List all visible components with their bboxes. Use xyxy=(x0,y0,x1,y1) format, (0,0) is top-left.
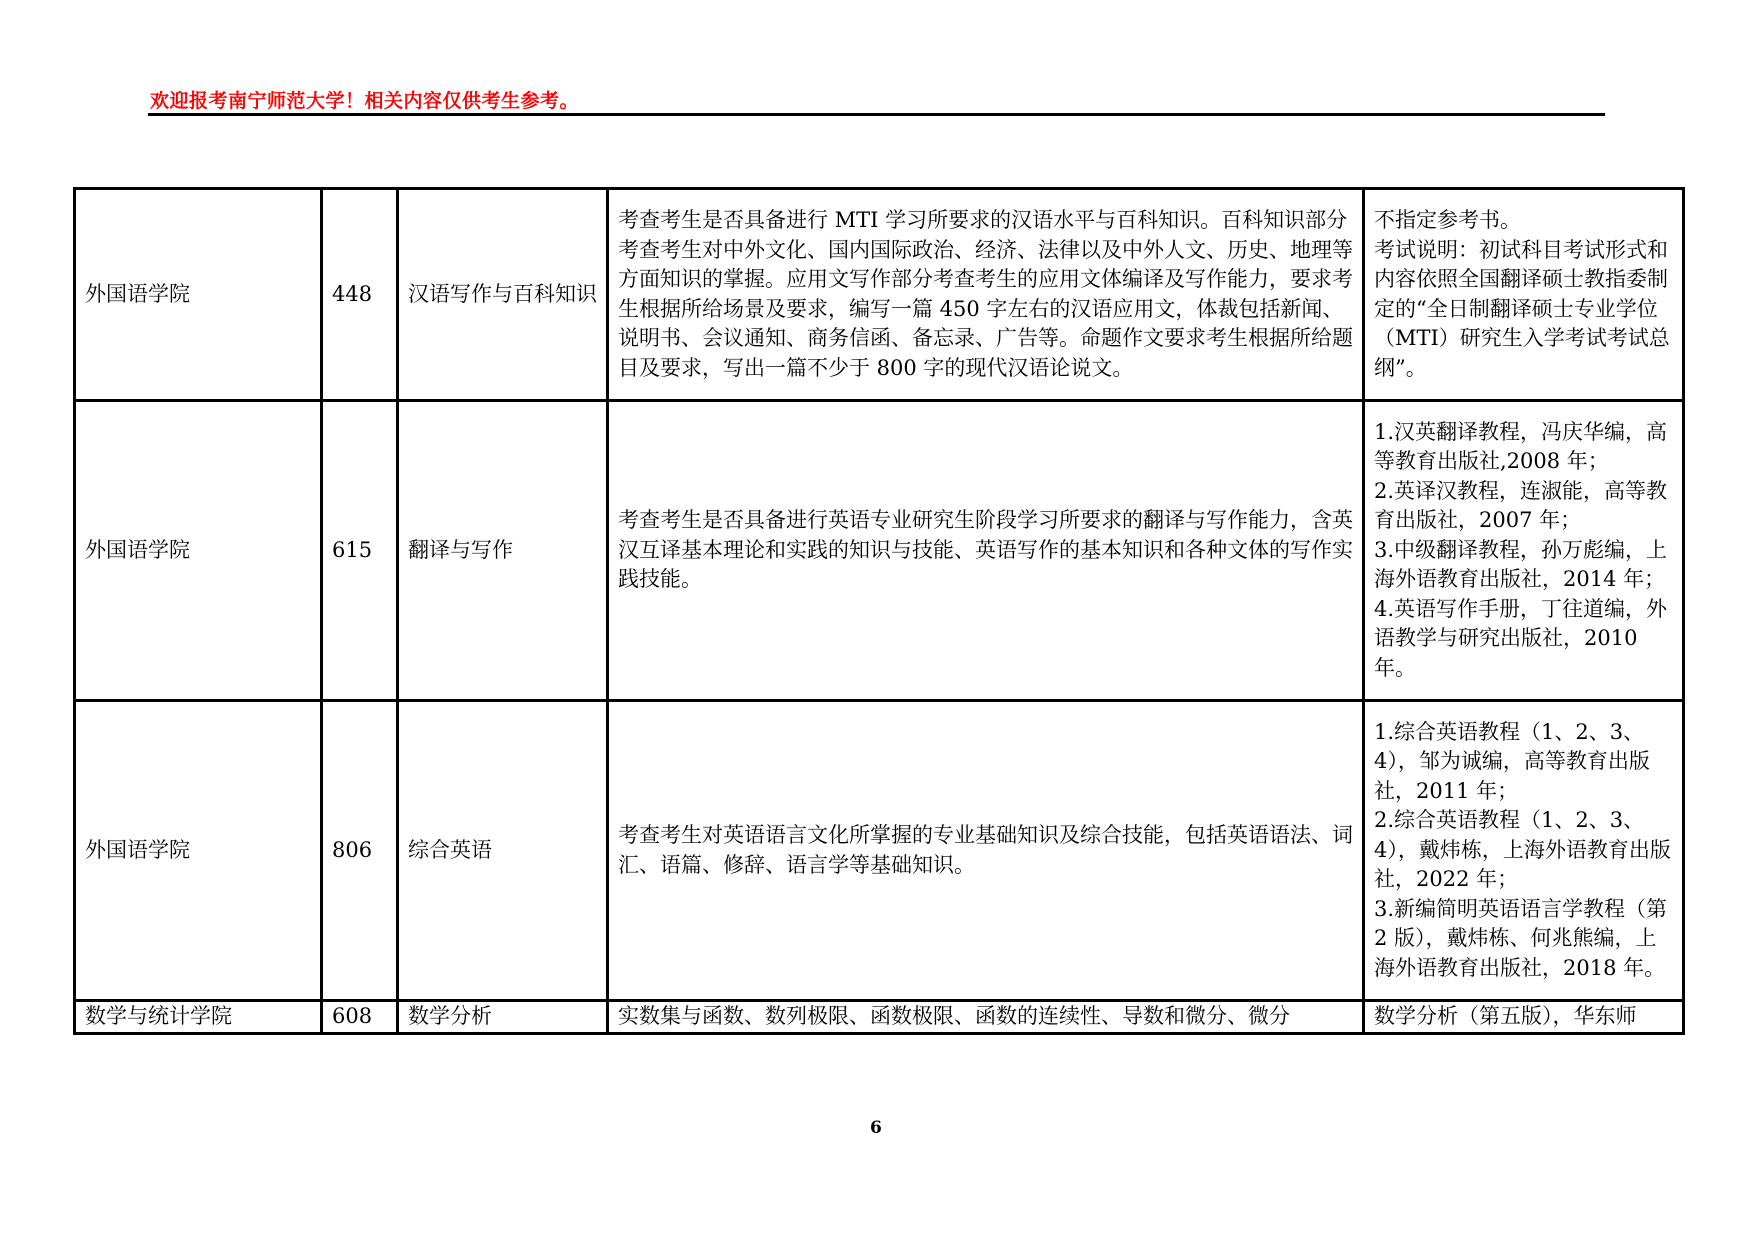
subject-code-cell: 608 xyxy=(322,1001,398,1034)
reference-item: 3.新编简明英语语言学教程（第 2 版），戴炜栋、何兆熊编，上海外语教育出版社，2018 年。 xyxy=(1374,896,1668,980)
reference-item: 1.汉英翻译教程，冯庆华编，高等教育出版社,2008 年； xyxy=(1374,419,1668,474)
subject-code-cell: 806 xyxy=(322,701,398,1001)
reference-item: 2.英译汉教程，连淑能，高等教育出版社，2007 年； xyxy=(1374,478,1668,533)
description-cell: 考查考生是否具备进行英语专业研究生阶段学习所要求的翻译与写作能力，含英汉互译基本理论和实践的知识与技能、英语写作的基本知识和各种文体的写作实践技能。 xyxy=(608,401,1364,701)
college-cell: 外国语学院 xyxy=(75,189,322,401)
subject-name-cell: 翻译与写作 xyxy=(398,401,608,701)
reference-item: 2.综合英语教程（1、2、3、4），戴炜栋，上海外语教育出版社，2022 年； xyxy=(1374,808,1671,892)
description-cell: 实数集与函数、数列极限、函数极限、函数的连续性、导数和微分、微分 xyxy=(608,1001,1364,1034)
table-row xyxy=(75,401,1684,701)
subject-code-cell: 448 xyxy=(322,189,398,401)
reference-item: 不指定参考书。 xyxy=(1374,208,1521,232)
page-number: 6 xyxy=(870,1118,882,1138)
reference-item: 数学分析（第五版），华东师 xyxy=(1374,1004,1637,1028)
table-row xyxy=(75,701,1684,1001)
subject-name-cell: 数学分析 xyxy=(398,1001,608,1034)
college-cell: 数学与统计学院 xyxy=(75,1001,322,1034)
references-cell xyxy=(1364,189,1684,401)
subject-code-cell: 615 xyxy=(322,401,398,701)
subject-name-cell: 综合英语 xyxy=(398,701,608,1001)
reference-item: 4.英语写作手册，丁往道编，外语教学与研究出版社，2010 年。 xyxy=(1374,596,1668,680)
description-cell: 考查考生对英语语言文化所掌握的专业基础知识及综合技能，包括英语语法、词汇、语篇、修辞、语言学等基础知识。 xyxy=(608,701,1364,1001)
table-row xyxy=(75,189,1684,401)
college-cell: 外国语学院 xyxy=(75,401,322,701)
references-cell xyxy=(1364,401,1684,701)
reference-item: 考试说明：初试科目考试形式和内容依照全国翻译硕士教指委制定的“全日制翻译硕士专业学位（MTI）研究生入学考试考试总纲”。 xyxy=(1374,237,1670,380)
header-notice: 欢迎报考南宁师范大学！相关内容仅供考生参考。 xyxy=(150,90,580,112)
table-row xyxy=(75,1001,1684,1034)
reference-item: 3.中级翻译教程，孙万彪编，上海外语教育出版社，2014 年； xyxy=(1374,537,1668,592)
reference-item: 1.综合英语教程（1、2、3、4），邹为诚编，高等教育出版社，2011 年； xyxy=(1374,719,1650,803)
subject-name-cell: 汉语写作与百科知识 xyxy=(398,189,608,401)
college-cell: 外国语学院 xyxy=(75,701,322,1001)
exam-subjects-table xyxy=(73,187,1685,1035)
references-cell xyxy=(1364,701,1684,1001)
references-cell xyxy=(1364,1001,1684,1034)
description-cell: 考查考生是否具备进行 MTI 学习所要求的汉语水平与百科知识。百科知识部分考查考生对中外文化、国内国际政治、经济、法律以及中外人文、历史、地理等方面知识的掌握。应用文写作部分考查考生的应用文体编译及写作能力，要求考生根据所给场景及要求，编写一篇 450 字左右的汉语应用文，体裁包括新闻、说明书、会议通知、商务信函、备忘录、广告等。命题作文要求考生根据所给题目及要求，写出一篇不少于 800 字的现代汉语论说文。 xyxy=(608,189,1364,401)
header-divider xyxy=(148,113,1605,116)
